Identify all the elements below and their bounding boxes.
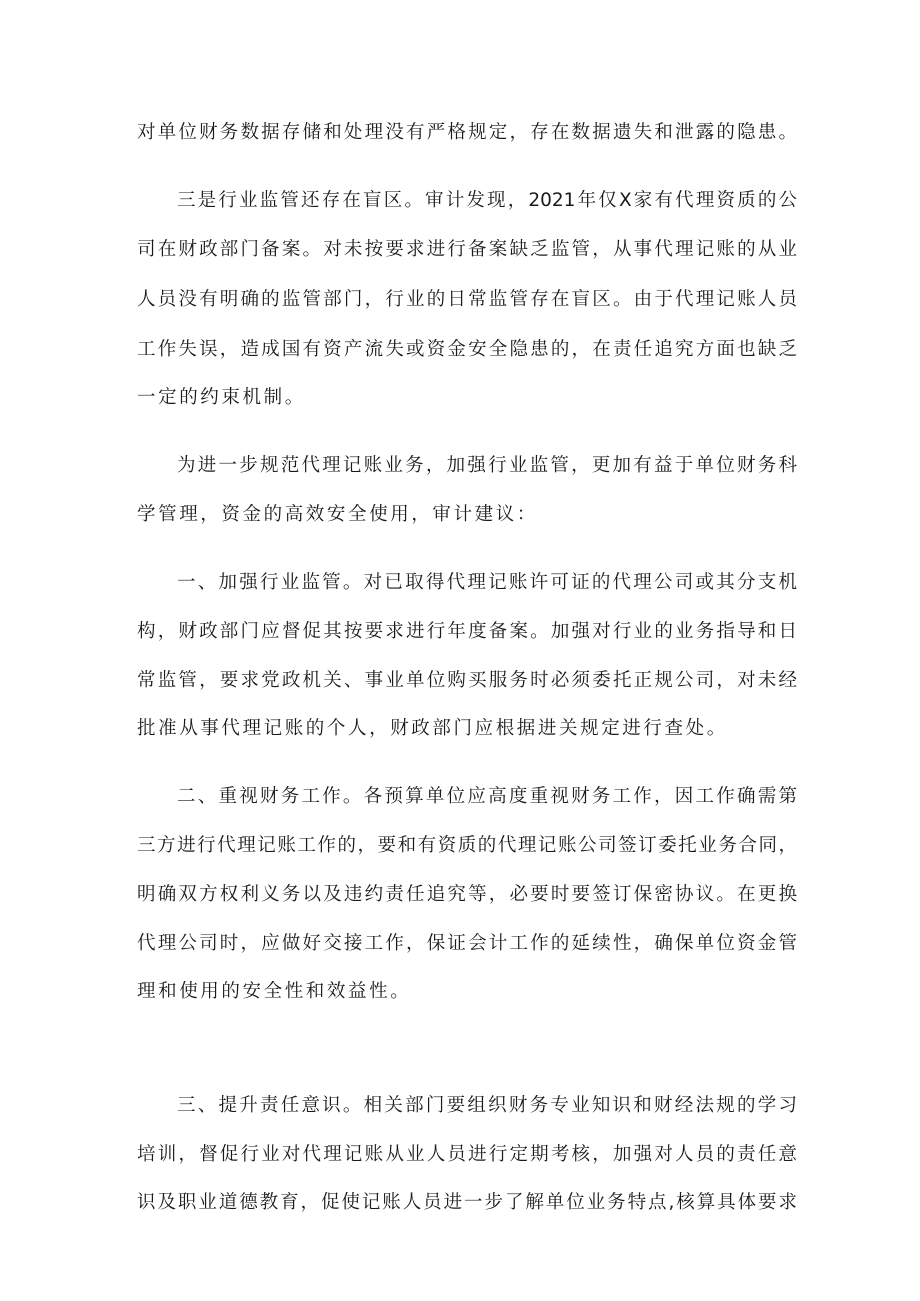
text-line: 明确双方权利义务以及违约责任追究等，必要时要签订保密协议。在更换	[137, 884, 797, 905]
paragraph-start-line: 为进一步规范代理记账业务，加强行业监管，更加有益于单位财务科	[177, 455, 797, 476]
text-line: 培训，督促行业对代理记账从业人员进行定期考核，加强对人员的责任意	[137, 1144, 797, 1165]
text-line: 学管理，资金的高效安全使用，审计建议：	[137, 504, 538, 525]
text-line: 代理公司时，应做好交接工作，保证会计工作的延续性，确保单位资金管	[137, 933, 797, 954]
text-line: 人员没有明确的监管部门，行业的日常监管存在盲区。由于代理记账人员	[137, 289, 797, 310]
text-line: 工作失误，造成国有资产流失或资金安全隐患的，在责任追究方面也缺乏	[137, 339, 797, 360]
paragraph-start-line: 二、重视财务工作。各预算单位应高度重视财务工作，因工作确需第	[177, 786, 797, 807]
paragraph-start-line: 三、提升责任意识。相关部门要组织财务专业知识和财经法规的学习	[177, 1095, 797, 1116]
text-line: 批准从事代理记账的个人，财政部门应根据进关规定进行查处。	[137, 718, 728, 739]
text-line: 理和使用的安全性和效益性。	[137, 981, 412, 1002]
paragraph-start-line: 一、加强行业监管。对已取得代理记账许可证的代理公司或其分支机	[177, 572, 797, 593]
text-line: 常监管，要求党政机关、事业单位购买服务时必须委托正规公司，对未经	[137, 670, 797, 691]
text-line: 一定的约束机制。	[137, 387, 306, 408]
text-line: 三方进行代理记账工作的，要和有资质的代理记账公司签订委托业务合同，	[137, 835, 797, 856]
text-line: 构，财政部门应督促其按要求进行年度备案。加强对行业的业务指导和日	[137, 621, 797, 642]
text-line: 识及职业道德教育，促使记账人员进一步了解单位业务特点,核算具体要求	[137, 1192, 797, 1213]
text-line: 对单位财务数据存储和处理没有严格规定，存在数据遗失和泄露的隐患。	[137, 122, 797, 143]
paragraph-start-line: 三是行业监管还存在盲区。审计发现，2021年仅X家有代理资质的公	[177, 190, 797, 211]
text-line: 司在财政部门备案。对未按要求进行备案缺乏监管，从事代理记账的从业	[137, 239, 797, 260]
